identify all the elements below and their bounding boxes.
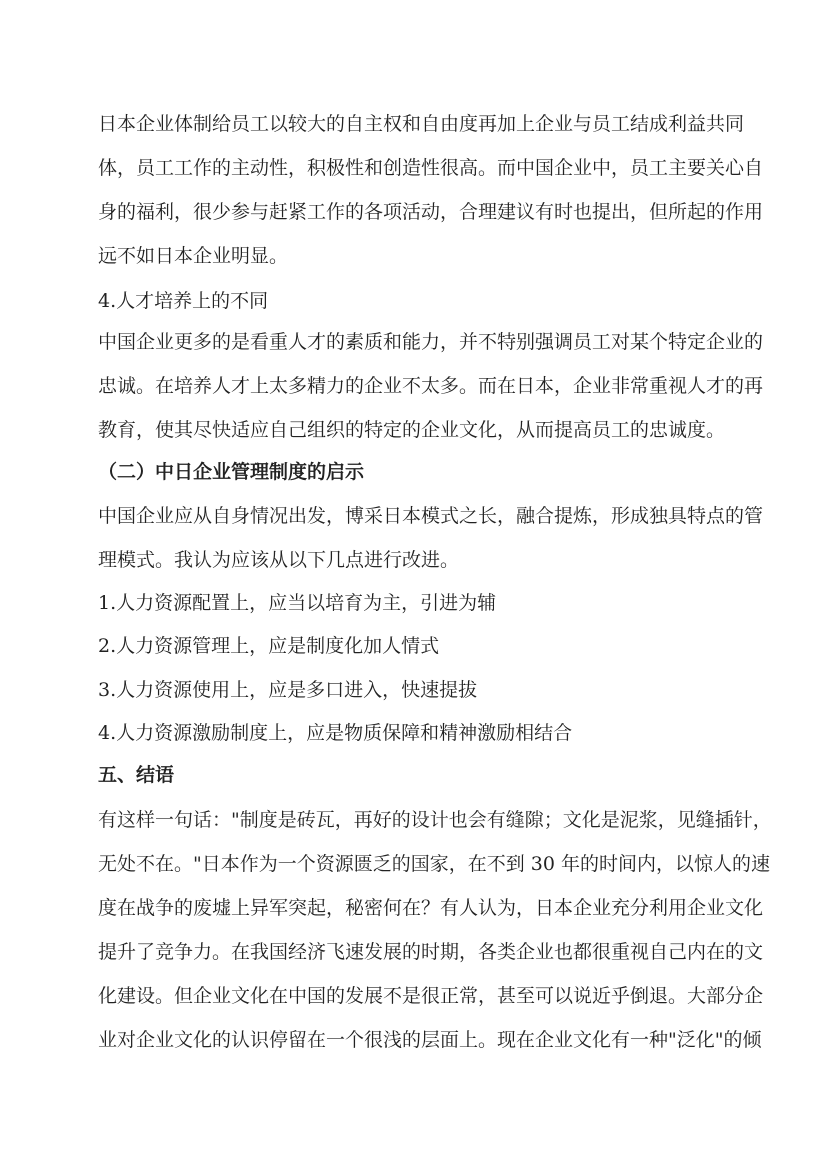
paragraph-line: 日本企业体制给员工以较大的自主权和自由度再加上企业与员工结成利益共同 (98, 113, 745, 135)
paragraph-line: 1.人力资源配置上，应当以培育为主，引进为辅 (98, 592, 497, 614)
paragraph-line: 业对企业文化的认识停留在一个很浅的层面上。现在企业文化有一种"泛化"的倾 (98, 1029, 762, 1051)
paragraph-line: 理模式。我认为应该从以下几点进行改进。 (98, 549, 460, 571)
paragraph-line: 中国企业应从自身情况出发，博采日本模式之长，融合提炼，形成独具特点的管 (98, 505, 764, 527)
paragraph-line: 3.人力资源使用上，应是多口进入，快速提拔 (98, 679, 478, 701)
paragraph-line: 无处不在。"日本作为一个资源匮乏的国家，在不到 30 年的时间内，以惊人的速 (98, 853, 770, 875)
paragraph-line: 忠诚。在培养人才上太多精力的企业不太多。而在日本，企业非常重视人才的再 (98, 375, 764, 397)
paragraph-line: 2.人力资源管理上，应是制度化加人情式 (98, 635, 440, 657)
section-heading: （二）中日企业管理制度的启示 (98, 461, 365, 483)
paragraph-line: 教育，使其尽快适应自己组织的特定的企业文化，从而提高员工的忠诚度。 (98, 419, 726, 441)
paragraph-line: 中国企业更多的是看重人才的素质和能力，并不特别强调员工对某个特定企业的 (98, 331, 764, 353)
paragraph-line: 体，员工工作的主动性，积极性和创造性很高。而中国企业中，员工主要关心自 (98, 157, 764, 179)
section-heading: 五、结语 (98, 764, 175, 786)
paragraph-line: 提升了竞争力。在我国经济飞速发展的时期，各类企业也都很重视自己内在的文 (98, 941, 764, 963)
paragraph-line: 有这样一句话："制度是砖瓦，再好的设计也会有缝隙；文化是泥浆，见缝插针， (98, 809, 772, 831)
paragraph-line: 身的福利，很少参与赶紧工作的各项活动，合理建议有时也提出，但所起的作用 (98, 201, 764, 223)
paragraph-line: 4.人才培养上的不同 (98, 290, 269, 312)
paragraph-line: 4.人力资源激励制度上，应是物质保障和精神激励相结合 (98, 722, 573, 744)
paragraph-line: 度在战争的废墟上异军突起，秘密何在？有人认为，日本企业充分利用企业文化 (98, 897, 764, 919)
paragraph-line: 远不如日本企业明显。 (98, 245, 289, 267)
paragraph-line: 化建设。但企业文化在中国的发展不是很正常，甚至可以说近乎倒退。大部分企 (98, 985, 764, 1007)
